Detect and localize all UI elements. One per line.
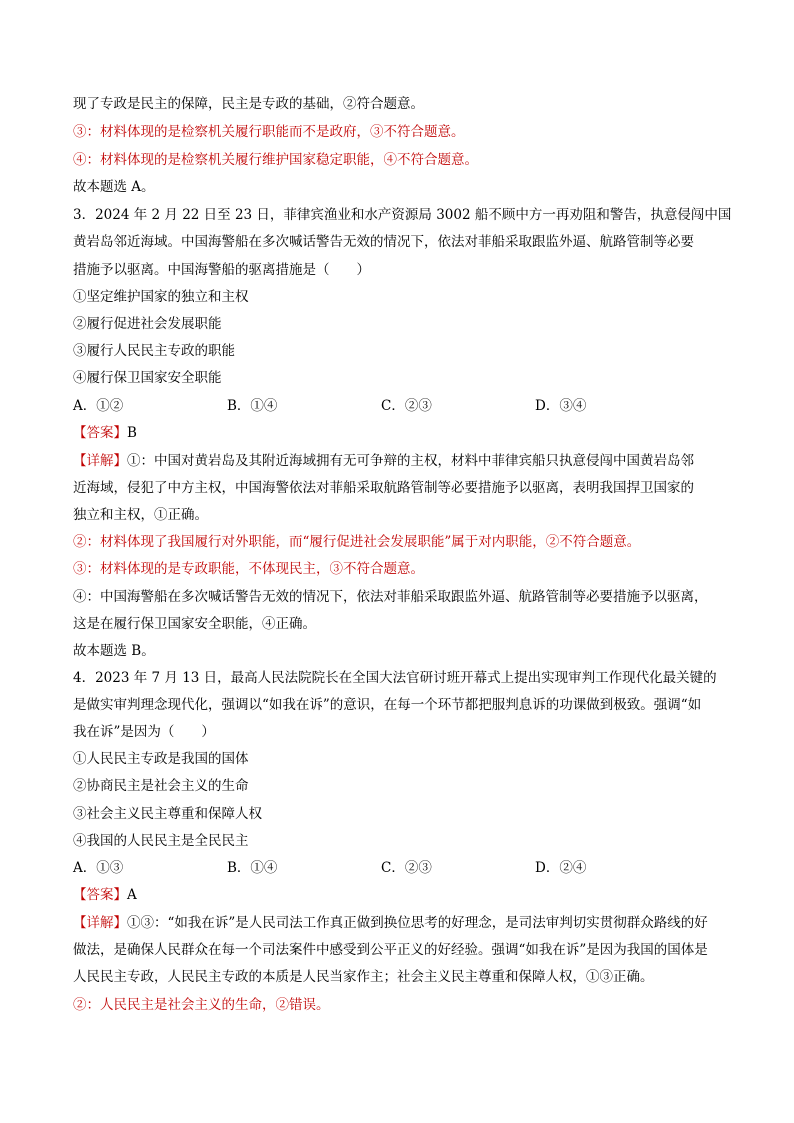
q4-stem: 是做实审判理念现代化，强调以“如我在诉”的意识，在每一个环节都把服判息诉的功课做到极致。强调“如	[73, 697, 702, 713]
q4-statement: ③社会主义民主尊重和保障人权	[73, 806, 262, 822]
q4-statement: ①人民民主专政是我国的国体	[73, 751, 249, 767]
q3-option-d: D．③④	[535, 398, 587, 414]
answer-value: A	[127, 887, 137, 903]
q3-detail: 这是在履行保卫国家安全职能，④正确。	[73, 616, 316, 632]
answer-tag: 【答案】	[73, 425, 127, 441]
q3-detail	[73, 451, 694, 471]
q2-explanation-line: ④：材料体现的是检察机关履行维护国家稳定职能，④不符合题意。	[73, 152, 478, 168]
q3-statement: ③履行人民民主专政的职能	[73, 343, 235, 359]
q2-explanation-line: 现了专政是民主的保障，民主是专政的基础，②符合题意。	[73, 96, 424, 112]
q4-detail: 人民民主专政，人民民主专政的本质是人民当家作主；社会主义民主尊重和保障人权，①③正确。	[73, 969, 654, 985]
q3-detail: 独立和主权，①正确。	[73, 507, 208, 523]
detail-text: ①：中国对黄岩岛及其附近海域拥有无可争辩的主权，材料中菲律宾船只执意侵闯中国黄岩岛邻	[127, 453, 694, 469]
q4-option-d: D．②④	[535, 860, 587, 876]
answer-tag: 【答案】	[73, 887, 127, 903]
q3-option-b: B．①④	[227, 398, 278, 414]
q3-stem: 3．2024 年 2 月 22 日至 23 日，菲律宾渔业和水产资源局 3002 船不顾中方一再劝阻和警告，执意侵闯中国	[73, 207, 732, 223]
q2-conclusion: 故本题选 A。	[73, 179, 155, 195]
q4-stem: 我在诉”是因为（ ）	[73, 724, 215, 740]
q4-detail: 做法，是确保人民群众在每一个司法案件中感受到公平正义的好经验。强调“如我在诉”是因为我国的国体是	[73, 942, 708, 958]
detail-text: ①③：“如我在诉”是人民司法工作真正做到换位思考的好理念，是司法审判切实贯彻群众路线的好	[127, 915, 708, 931]
q4-answer	[73, 885, 137, 905]
q3-answer	[73, 423, 137, 443]
q4-detail: ②：人民民主是社会主义的生命，②错误。	[73, 997, 330, 1013]
answer-value: B	[127, 425, 137, 441]
q3-detail: ③：材料体现的是专政职能，不体现民主，③不符合题意。	[73, 561, 424, 577]
q3-detail: ②：材料体现了我国履行对外职能，而“履行促进社会发展职能”属于对内职能，②不符合题意。	[73, 534, 641, 550]
q3-stem: 黄岩岛邻近海域。中国海警船在多次喊话警告无效的情况下，依法对菲船采取跟监外逼、航路管制等必要	[73, 234, 694, 250]
q3-statement: ①坚定维护国家的独立和主权	[73, 289, 249, 305]
q3-conclusion: 故本题选 B。	[73, 643, 155, 659]
q4-option-b: B．①④	[227, 860, 278, 876]
q4-detail	[73, 913, 708, 933]
q4-option-c: C．②③	[381, 860, 432, 876]
q4-stem: 4．2023 年 7 月 13 日，最高人民法院院长在全国大法官研讨班开幕式上提出实现审判工作现代化最关键的	[73, 670, 717, 686]
q3-stem: 措施予以驱离。中国海警船的驱离措施是（ ）	[73, 262, 370, 278]
q3-option-c: C．②③	[381, 398, 432, 414]
detail-tag: 【详解】	[73, 453, 127, 469]
q4-statement: ④我国的人民民主是全民民主	[73, 833, 249, 849]
q3-detail: ④：中国海警船在多次喊话警告无效的情况下，依法对菲船采取跟监外逼、航路管制等必要措施予以驱离，	[73, 589, 708, 605]
q4-option-a: A．①③	[73, 860, 124, 876]
q3-statement: ②履行促进社会发展职能	[73, 316, 222, 332]
q3-option-a: A．①②	[73, 398, 124, 414]
detail-tag: 【详解】	[73, 915, 127, 931]
q2-explanation-line: ③：材料体现的是检察机关履行职能而不是政府，③不符合题意。	[73, 124, 465, 140]
q3-statement: ④履行保卫国家安全职能	[73, 370, 222, 386]
q4-statement: ②协商民主是社会主义的生命	[73, 778, 249, 794]
q3-detail: 近海域，侵犯了中方主权，中国海警依法对菲船采取航路管制等必要措施予以驱离，表明我国捍卫国家的	[73, 480, 694, 496]
